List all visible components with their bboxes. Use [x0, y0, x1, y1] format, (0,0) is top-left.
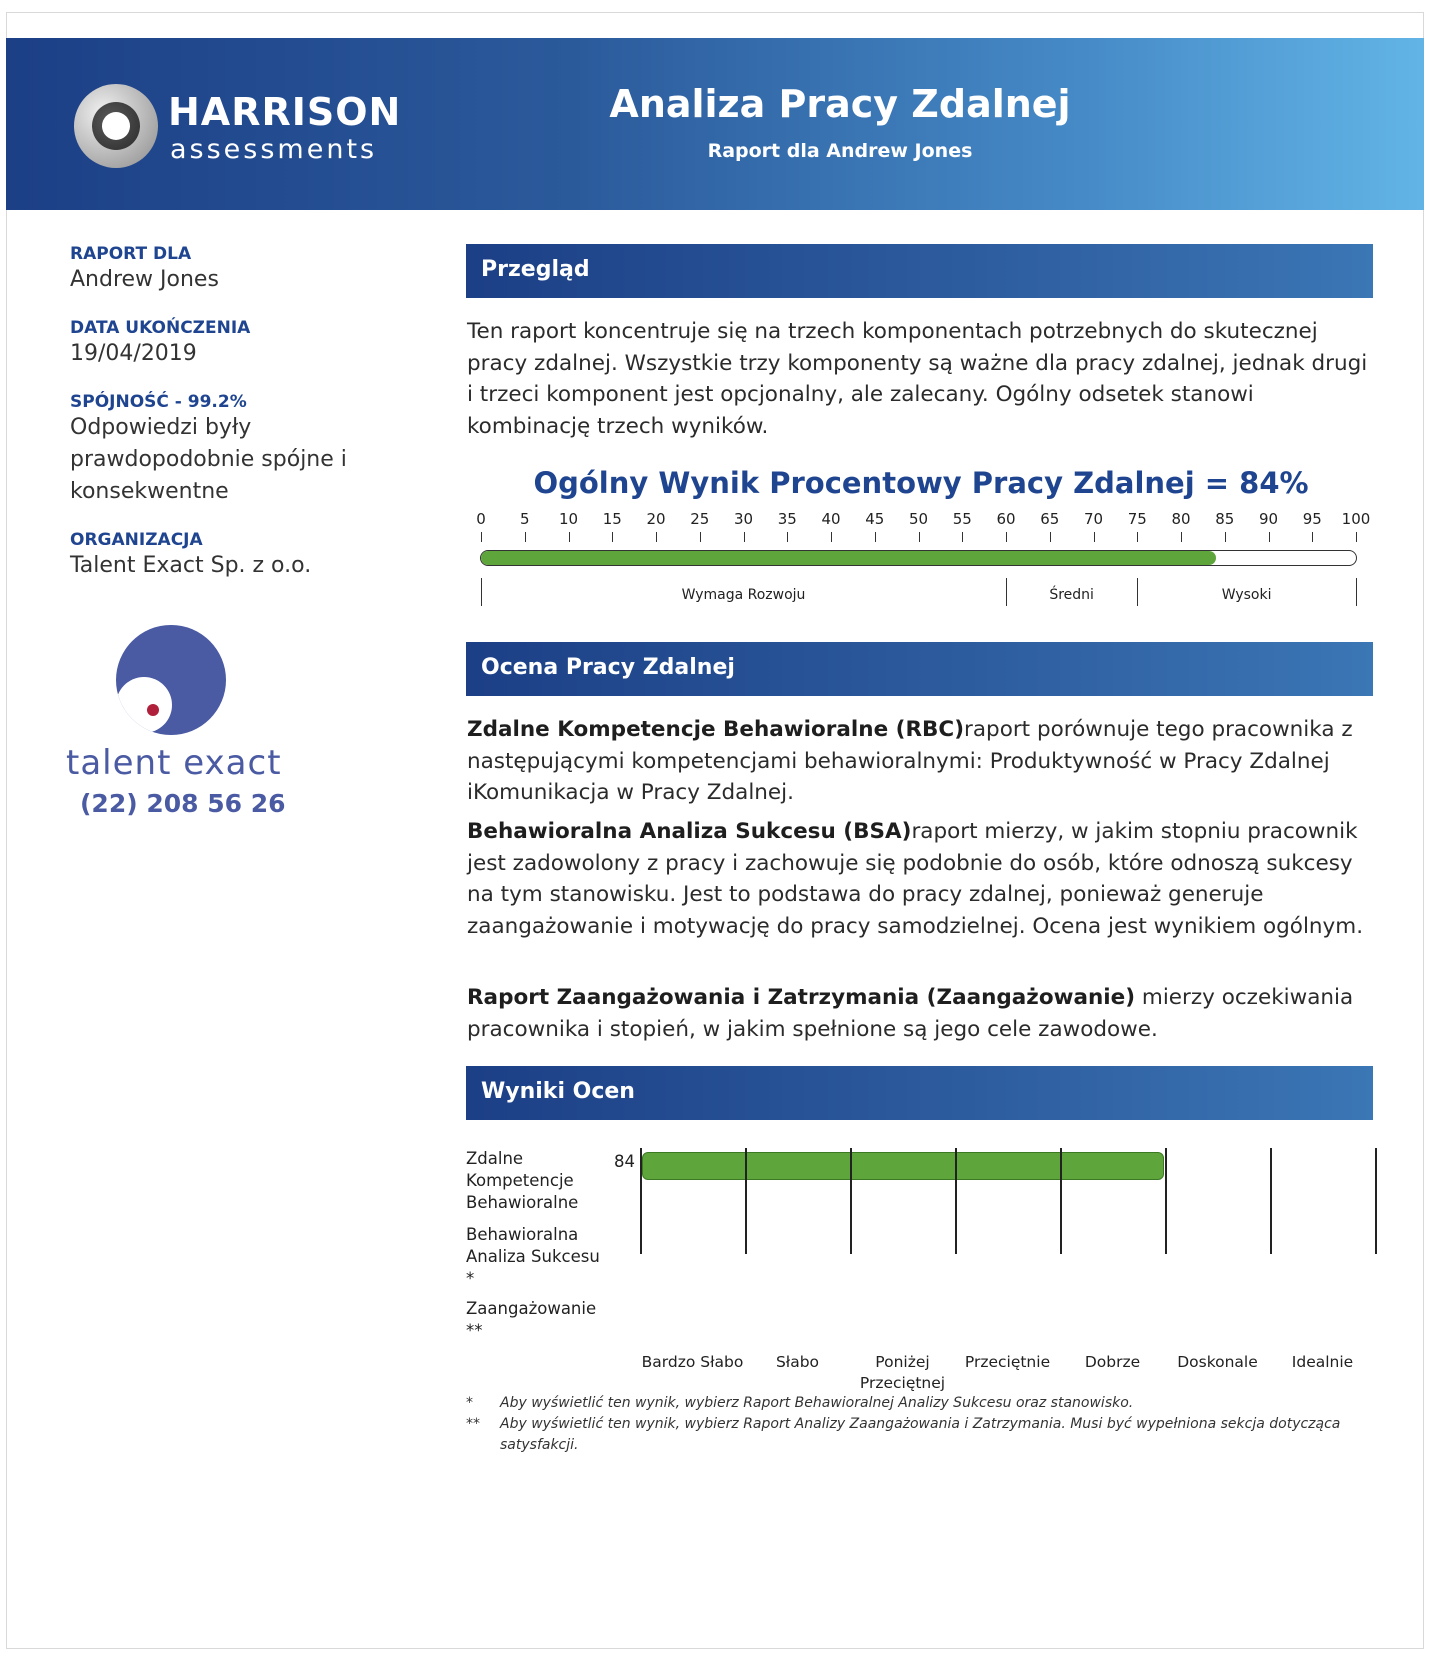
rbc-score-bar: [642, 1152, 1164, 1180]
report-title: Analiza Pracy Zdalnej: [609, 82, 1071, 126]
organization-value: Talent Exact Sp. z o.o.: [70, 553, 312, 578]
scale-tick-label: 75: [1127, 510, 1147, 528]
scale-tick: [656, 532, 657, 542]
scale-tick-label: 80: [1171, 510, 1191, 528]
scale-tick-label: 65: [1040, 510, 1060, 528]
engagement-title: Raport Zaangażowania i Zatrzymania (Zaangażowanie): [467, 985, 1136, 1010]
results-category-label: Dobrze: [1084, 1353, 1141, 1371]
organization-label: ORGANIZACJA: [70, 530, 203, 550]
overall-score-track: [480, 550, 1357, 566]
scale-tick-label: 70: [1083, 510, 1104, 528]
results-category-label: Bardzo Słabo: [641, 1353, 744, 1371]
band-label: Średni: [1049, 587, 1094, 603]
scale-tick-label: 45: [865, 510, 885, 528]
consistency-label: SPÓJNOŚĆ - 99.2%: [70, 392, 247, 412]
scale-tick: [612, 532, 613, 542]
logo-word-harrison: HARRISON: [168, 90, 402, 134]
assessment-paragraph-engagement: [467, 982, 1377, 1045]
scale-tick: [1050, 532, 1051, 542]
results-chart: [466, 1148, 1376, 1418]
scale-tick-label: 90: [1258, 510, 1279, 528]
scale-tick: [962, 532, 963, 542]
results-category-label: Idealnie: [1291, 1353, 1354, 1371]
overall-score-title: Ogólny Wynik Procentowy Pracy Zdalnej = 84%: [533, 466, 1309, 500]
results-gridline: [850, 1148, 852, 1254]
assessment-heading: Ocena Pracy Zdalnej: [466, 642, 1373, 696]
scale-tick-label: 60: [996, 510, 1016, 528]
overall-score-scale: [466, 510, 1376, 615]
scale-tick: [700, 532, 701, 542]
scale-tick-label: 40: [821, 510, 841, 528]
scale-tick: [1356, 532, 1357, 542]
scale-tick-label: 95: [1302, 510, 1322, 528]
results-category-label: Przeciętnie: [964, 1353, 1051, 1371]
bsa-text: raport mierzy, w jakim stopniu pracownik jest zadowolony z pracy i zachowuje się podobnie do osób, które odnoszą sukcesy na tym stanowisku. Jest to podstawa do pracy zdalnej, ponieważ generuje zaangażowanie i motywację do pracy samodzielnej. Ocena jest wynikiem ogólnym.: [467, 819, 1364, 939]
row-label-bsa: Behawioralna Analiza Sukcesu *: [466, 1225, 600, 1288]
scale-tick-label: 0: [476, 510, 486, 528]
scale-tick: [1137, 532, 1138, 542]
scale-tick: [875, 532, 876, 542]
scale-tick: [1312, 532, 1313, 542]
talent-exact-logo: [66, 625, 286, 825]
harrison-ring-icon: [74, 84, 158, 168]
overview-heading: Przegląd: [466, 244, 1373, 298]
overview-text: Ten raport koncentruje się na trzech komponentach potrzebnych do skutecznej pracy zdalnej. Wszystkie trzy komponenty są ważne dla pracy zdalnej, jednak drugi i trzeci komponent jest opcjonalny, ale zalecany. Ogólny odsetek stanowi kombinację trzech wyników.: [467, 319, 1368, 439]
results-category-label: Poniżej Przeciętnej: [859, 1353, 946, 1392]
scale-tick-label: 10: [558, 510, 579, 528]
scale-tick-label: 15: [602, 510, 622, 528]
results-gridline: [745, 1148, 747, 1254]
results-category-label: Słabo: [775, 1353, 820, 1371]
scale-tick-label: 55: [952, 510, 972, 528]
scale-tick: [831, 532, 832, 542]
report-subtitle: Raport dla Andrew Jones: [707, 140, 973, 162]
report-for-label: RAPORT DLA: [70, 244, 192, 264]
scale-tick-label: 30: [733, 510, 754, 528]
scale-tick: [481, 532, 482, 542]
engagement-text: mierzy oczekiwania pracownika i stopień, w jakim spełnione są jego cele zawodowe.: [467, 985, 1354, 1042]
assessment-paragraph-rbc: [467, 714, 1377, 809]
rbc-text: raport porównuje tego pracownika z następującymi kompetencjami behawioralnymi: Produktywność w Pracy Zdalnej iKomunikacja w Pracy Zdalnej.: [467, 717, 1353, 805]
band-divider: [1356, 578, 1357, 606]
talent-exact-name: talent exact: [66, 743, 282, 783]
results-category-label: Doskonale: [1177, 1353, 1258, 1371]
scale-tick: [1181, 532, 1182, 542]
band-divider: [481, 578, 482, 606]
bsa-title: Behawioralna Analiza Sukcesu (BSA): [467, 819, 912, 844]
footnote-1-text: Aby wyświetlić ten wynik, wybierz Raport Behawioralnej Analizy Sukcesu oraz stanowisko.: [500, 1395, 1134, 1411]
footnotes: [466, 1393, 1376, 1456]
talent-exact-phone: (22) 208 56 26: [80, 789, 286, 818]
results-gridline: [1375, 1148, 1377, 1254]
scale-tick: [525, 532, 526, 542]
consistency-value: Odpowiedzi były prawdopodobnie spójne i konsekwentne: [70, 415, 347, 504]
results-gridline: [1060, 1148, 1062, 1254]
footnote-2: [466, 1414, 1376, 1456]
logo-word-assessments: assessments: [170, 134, 378, 165]
band-label: Wymaga Rozwoju: [681, 587, 806, 603]
results-gridline: [1165, 1148, 1167, 1254]
scale-tick: [744, 532, 745, 542]
report-for-value: Andrew Jones: [70, 267, 219, 292]
talent-exact-dot-icon: [147, 704, 159, 716]
results-gridline: [955, 1148, 957, 1254]
results-heading: Wyniki Ocen: [466, 1066, 1373, 1120]
scale-tick-label: 25: [690, 510, 710, 528]
sidebar: [70, 244, 430, 604]
band-divider: [1137, 578, 1138, 606]
date-value: 19/04/2019: [70, 341, 197, 366]
talent-exact-circle-icon: [116, 625, 226, 735]
overall-score-fill: [481, 551, 1216, 565]
harrison-logo: [74, 84, 402, 174]
results-gridline: [640, 1148, 642, 1254]
assessment-paragraph-bsa: [467, 816, 1377, 942]
band-label: Wysoki: [1221, 587, 1272, 603]
scale-tick-label: 20: [646, 510, 666, 528]
scale-tick: [1094, 532, 1095, 542]
row-label-engagement: Zaangażowanie **: [466, 1299, 597, 1340]
scale-tick-label: 50: [908, 510, 929, 528]
row-value-rbc: 84: [614, 1152, 635, 1171]
scale-tick-label: 100: [1341, 510, 1371, 528]
results-gridline: [1270, 1148, 1272, 1254]
scale-tick-label: 5: [519, 510, 530, 528]
footnote-1-mark: *: [466, 1395, 473, 1411]
scale-tick: [1269, 532, 1270, 542]
footnote-2-text: Aby wyświetlić ten wynik, wybierz Raport Analizy Zaangażowania i Zatrzymania. Musi być wypełniona sekcja dotycząca satysfakcji.: [500, 1416, 1341, 1453]
rbc-title: Zdalne Kompetencje Behawioralne (RBC): [467, 717, 965, 742]
band-divider: [1006, 578, 1007, 606]
footnote-1: [466, 1393, 1376, 1414]
scale-tick: [1225, 532, 1226, 542]
scale-tick-label: 85: [1215, 510, 1235, 528]
date-label: DATA UKOŃCZENIA: [70, 318, 251, 338]
scale-tick-label: 35: [777, 510, 797, 528]
scale-tick: [1006, 532, 1007, 542]
scale-tick: [919, 532, 920, 542]
footnote-2-mark: **: [466, 1416, 480, 1432]
scale-tick: [787, 532, 788, 542]
scale-tick: [569, 532, 570, 542]
row-label-rbc: Zdalne Kompetencje Behawioralne: [466, 1149, 579, 1212]
